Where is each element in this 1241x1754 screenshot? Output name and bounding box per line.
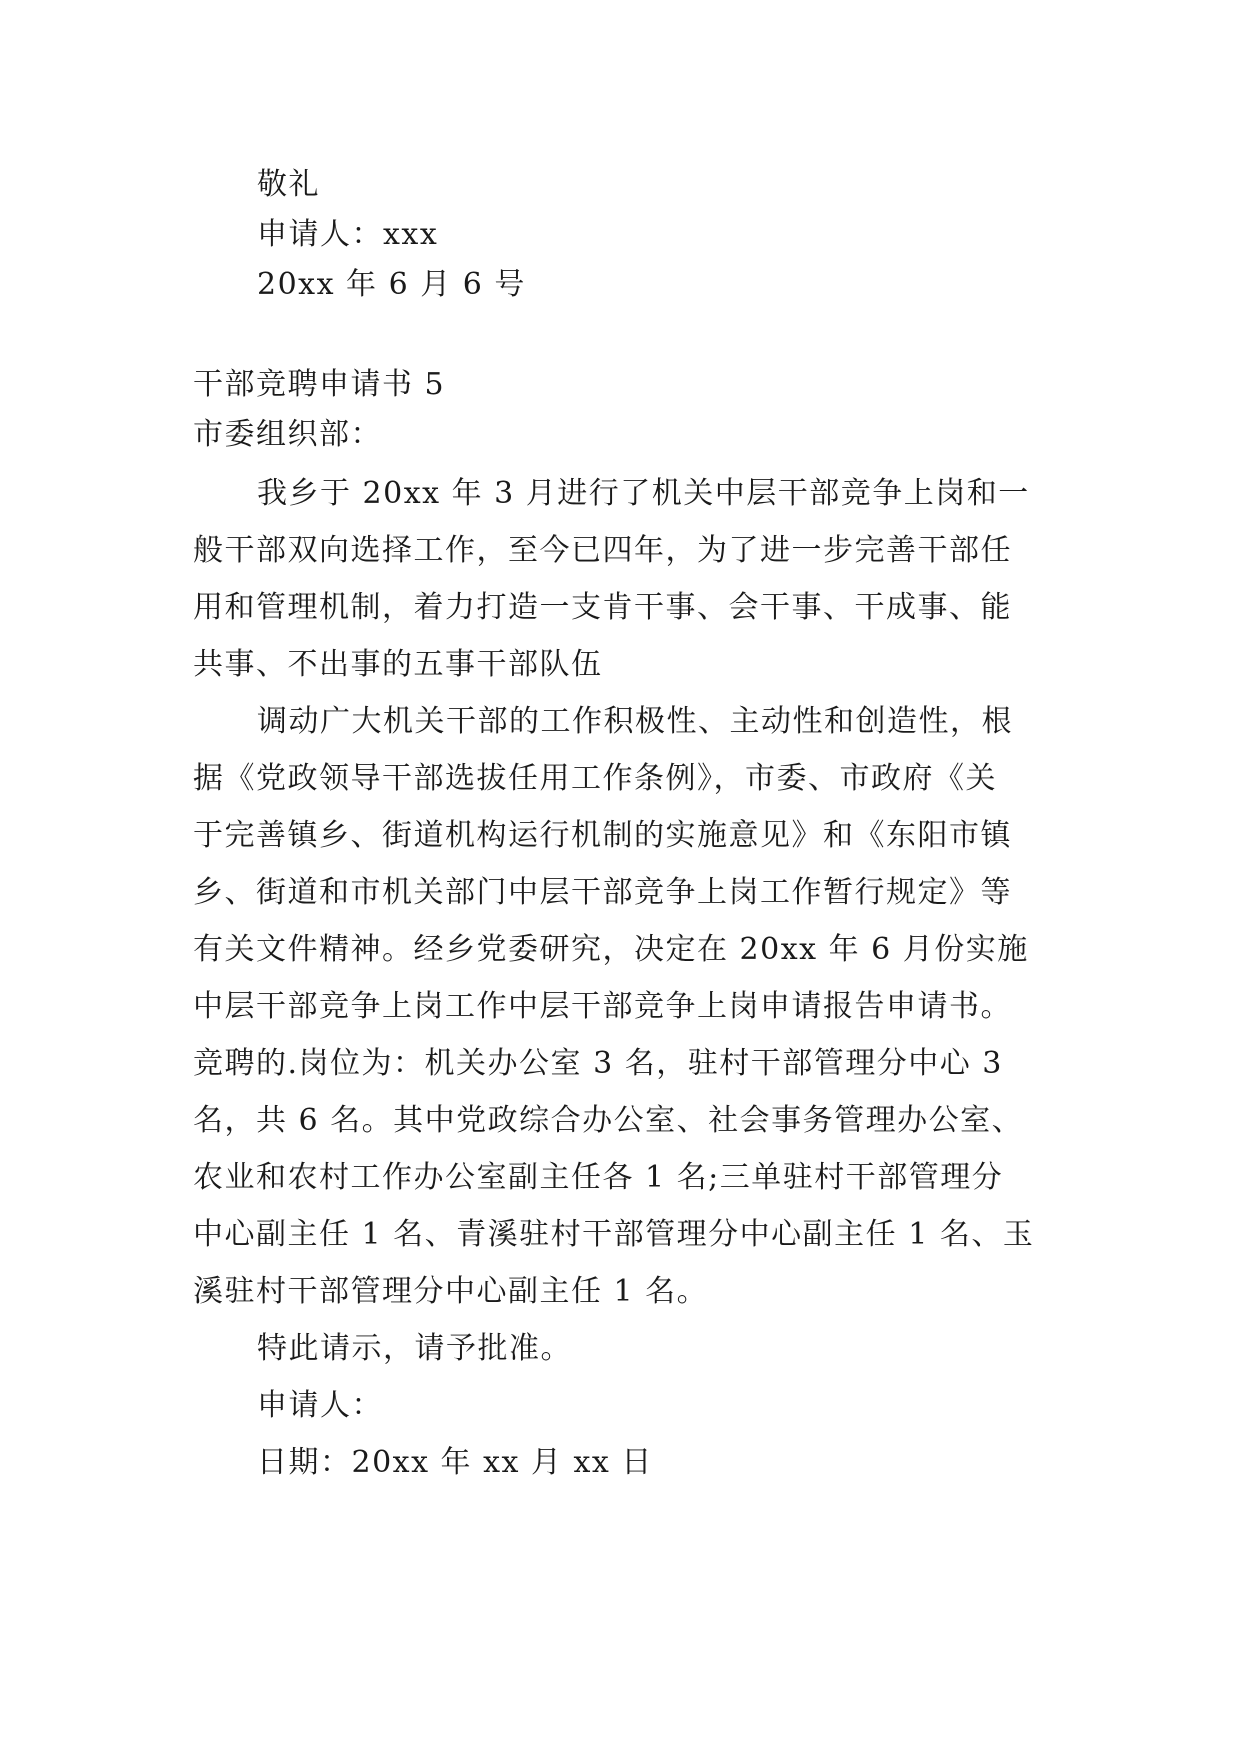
body-line: 据《党政领导干部选拔任用工作条例》，市委、市政府《关 bbox=[193, 761, 997, 796]
applicant-line: 申请人： bbox=[257, 1388, 383, 1423]
body-line: 溪驻村干部管理分中心副主任 1 名。 bbox=[193, 1274, 709, 1309]
closing-applicant: 申请人：xxx bbox=[257, 217, 439, 252]
request-line: 特此请示，请予批准。 bbox=[257, 1331, 572, 1366]
body-line: 我乡于 20xx 年 3 月进行了机关中层干部竞争上岗和一 bbox=[257, 476, 1030, 511]
closing-date: 20xx 年 6 月 6 号 bbox=[257, 267, 526, 302]
body-line: 农业和农村工作办公室副主任各 1 名;三单驻村干部管理分 bbox=[193, 1160, 1004, 1195]
body-line: 用和管理机制，着力打造一支肯干事、会干事、干成事、能 bbox=[193, 590, 1012, 625]
body-line: 调动广大机关干部的工作积极性、主动性和创造性，根 bbox=[257, 704, 1013, 739]
body-line: 乡、街道和市机关部门中层干部竞争上岗工作暂行规定》等 bbox=[193, 875, 1012, 910]
body-line: 竞聘的.岗位为：机关办公室 3 名，驻村干部管理分中心 3 bbox=[193, 1046, 1003, 1081]
section-title: 干部竞聘申请书 5 bbox=[193, 367, 446, 402]
body-line: 中层干部竞争上岗工作中层干部竞争上岗申请报告申请书。 bbox=[193, 989, 1012, 1024]
closing-salutation: 敬礼 bbox=[257, 167, 320, 202]
date-line: 日期：20xx 年 xx 月 xx 日 bbox=[257, 1445, 653, 1480]
body-line: 名，共 6 名。其中党政综合办公室、社会事务管理办公室、 bbox=[193, 1103, 1024, 1138]
body-line: 共事、不出事的五事干部队伍 bbox=[193, 647, 603, 682]
body-line: 中心副主任 1 名、青溪驻村干部管理分中心副主任 1 名、玉 bbox=[193, 1217, 1035, 1252]
body-line: 有关文件精神。经乡党委研究，决定在 20xx 年 6 月份实施 bbox=[193, 932, 1029, 967]
recipient: 市委组织部： bbox=[193, 417, 382, 452]
body-line: 般干部双向选择工作，至今已四年，为了进一步完善干部任 bbox=[193, 533, 1012, 568]
body-line: 于完善镇乡、街道机构运行机制的实施意见》和《东阳市镇 bbox=[193, 818, 1012, 853]
